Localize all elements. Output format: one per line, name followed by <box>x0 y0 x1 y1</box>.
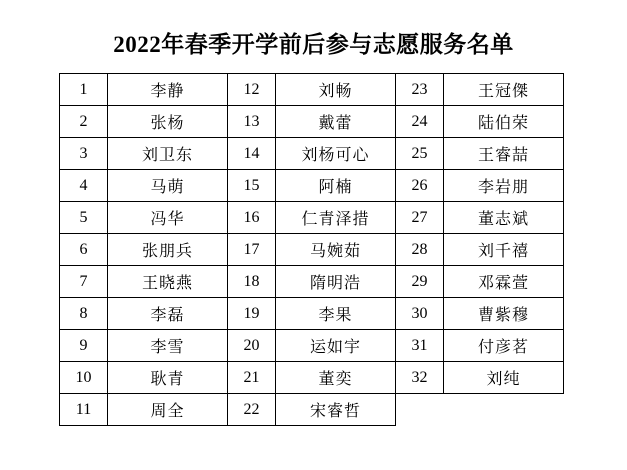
roster-no-cell: 24 <box>396 106 444 138</box>
roster-name-cell: 王冠傑 <box>444 74 564 106</box>
roster-no-cell: 3 <box>60 138 108 170</box>
roster-name-cell: 冯华 <box>108 202 228 234</box>
roster-no-cell: 16 <box>228 202 276 234</box>
roster-no-cell: 20 <box>228 330 276 362</box>
roster-name-cell: 阿楠 <box>276 170 396 202</box>
roster-name-cell: 张杨 <box>108 106 228 138</box>
roster-no-cell: 29 <box>396 266 444 298</box>
roster-name-cell: 刘杨可心 <box>276 138 396 170</box>
roster-no-cell: 26 <box>396 170 444 202</box>
table-row <box>60 266 564 298</box>
roster-no-cell: 32 <box>396 362 444 394</box>
table-row <box>60 330 564 362</box>
roster-no-cell: 27 <box>396 202 444 234</box>
roster-no-cell: 25 <box>396 138 444 170</box>
roster-no-cell: 15 <box>228 170 276 202</box>
roster-no-cell: 23 <box>396 74 444 106</box>
table-row <box>60 202 564 234</box>
roster-name-cell: 周全 <box>108 394 228 426</box>
roster-name-cell: 李岩朋 <box>444 170 564 202</box>
roster-no-cell: 8 <box>60 298 108 330</box>
roster-name-cell: 王睿喆 <box>444 138 564 170</box>
table-row <box>60 138 564 170</box>
roster-no-cell: 28 <box>396 234 444 266</box>
roster-name-cell: 曹紫穆 <box>444 298 564 330</box>
roster-no-cell: 11 <box>60 394 108 426</box>
roster-name-cell: 刘千禧 <box>444 234 564 266</box>
roster-name-cell: 马婉茹 <box>276 234 396 266</box>
roster-name-cell: 隋明浩 <box>276 266 396 298</box>
roster-name-cell: 邓霖萱 <box>444 266 564 298</box>
empty-cell <box>396 394 444 426</box>
roster-table <box>59 73 564 426</box>
table-row <box>60 394 564 426</box>
roster-name-cell: 刘畅 <box>276 74 396 106</box>
roster-name-cell: 刘卫东 <box>108 138 228 170</box>
table-row <box>60 170 564 202</box>
roster-name-cell: 董志斌 <box>444 202 564 234</box>
page-title: 2022年春季开学前后参与志愿服务名单 <box>113 32 514 57</box>
roster-no-cell: 7 <box>60 266 108 298</box>
roster-table-body <box>60 74 564 426</box>
roster-name-cell: 陆伯荣 <box>444 106 564 138</box>
roster-no-cell: 30 <box>396 298 444 330</box>
roster-no-cell: 5 <box>60 202 108 234</box>
roster-name-cell: 董奕 <box>276 362 396 394</box>
roster-name-cell: 李果 <box>276 298 396 330</box>
roster-no-cell: 17 <box>228 234 276 266</box>
roster-name-cell: 马萌 <box>108 170 228 202</box>
roster-no-cell: 10 <box>60 362 108 394</box>
table-row <box>60 106 564 138</box>
table-row <box>60 74 564 106</box>
roster-no-cell: 18 <box>228 266 276 298</box>
roster-no-cell: 14 <box>228 138 276 170</box>
roster-no-cell: 19 <box>228 298 276 330</box>
table-row <box>60 298 564 330</box>
empty-cell <box>444 394 564 426</box>
roster-name-cell: 李磊 <box>108 298 228 330</box>
roster-no-cell: 13 <box>228 106 276 138</box>
roster-no-cell: 4 <box>60 170 108 202</box>
roster-no-cell: 6 <box>60 234 108 266</box>
roster-no-cell: 21 <box>228 362 276 394</box>
roster-no-cell: 22 <box>228 394 276 426</box>
roster-name-cell: 付彦茗 <box>444 330 564 362</box>
roster-no-cell: 2 <box>60 106 108 138</box>
roster-name-cell: 刘纯 <box>444 362 564 394</box>
table-row <box>60 362 564 394</box>
roster-name-cell: 运如宇 <box>276 330 396 362</box>
roster-name-cell: 戴蕾 <box>276 106 396 138</box>
roster-name-cell: 张朋兵 <box>108 234 228 266</box>
roster-no-cell: 1 <box>60 74 108 106</box>
roster-name-cell: 李静 <box>108 74 228 106</box>
roster-name-cell: 仁青泽措 <box>276 202 396 234</box>
roster-no-cell: 12 <box>228 74 276 106</box>
roster-name-cell: 李雪 <box>108 330 228 362</box>
roster-no-cell: 9 <box>60 330 108 362</box>
roster-name-cell: 宋睿哲 <box>276 394 396 426</box>
roster-name-cell: 王晓燕 <box>108 266 228 298</box>
roster-no-cell: 31 <box>396 330 444 362</box>
roster-name-cell: 耿青 <box>108 362 228 394</box>
table-row <box>60 234 564 266</box>
